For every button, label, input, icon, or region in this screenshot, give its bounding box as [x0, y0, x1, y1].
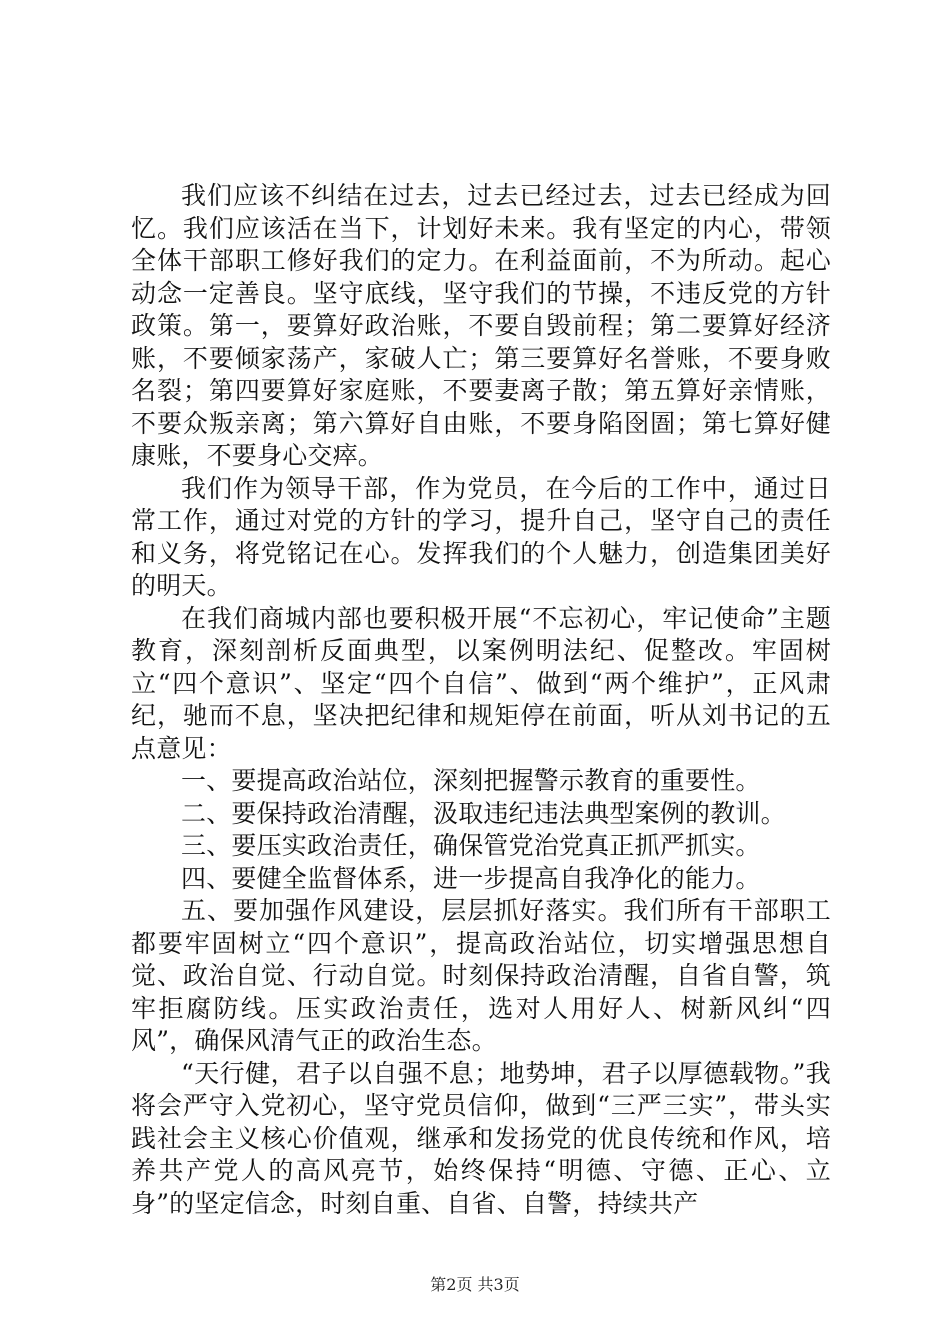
list-item-opinion-2: 二、要保持政治清醒，汲取违纪违法典型案例的教训。 [181, 798, 786, 828]
paragraph-past-and-future: 我们应该不纠结在过去，过去已经过去，过去已经成为回忆。我们应该活在当下，计划好未来。我有坚定的内心，带领全体干部职工修好我们的定力。在利益面前，不为所动。起心动念一定善良。坚守底线，坚守我们的节操，不违反党的方针政策。第一，要算好政治账，不要自毁前程；第二要算好经济账，不要倾家荡产，家破人亡；第三要算好名誉账，不要身败名裂；第四要算好家庭账，不要妻离子散；第五算好亲情账，不要众叛亲离；第六算好自由账，不要身陷囹圄；第七算好健康账，不要身心交瘁。 [131, 181, 831, 470]
list-item-opinion-1: 一、要提高政治站位，深刻把握警示教育的重要性。 [181, 766, 761, 795]
paragraph-leaders-as-party-members: 我们作为领导干部，作为党员，在今后的工作中，通过日常工作，通过对党的方针的学习，提升自己，坚守自己的责任和义务，将党铭记在心。发挥我们的个人魅力，创造集团美好的明天。 [131, 473, 831, 600]
page-number-footer: 第2页 共3页 [430, 1275, 520, 1294]
list-item-opinion-4: 四、要健全监督体系，进一步提高自我净化的能力。 [181, 863, 761, 893]
paragraph-theme-education: 在我们商城内部也要积极开展“不忘初心，牢记使命”主题教育，深刻剖析反面典型，以案例明法纪、促整改。牢固树立“四个意识”、坚定“四个自信”、做到“两个维护”，正风肃纪，驰而不息，坚决把纪律和规矩停在前面，听从刘书记的五点意见： [131, 603, 831, 763]
list-item-opinion-5: 五、要加强作风建设，层层抓好落实。我们所有干部职工都要牢固树立“四个意识”，提高政治站位，切实增强思想自觉、政治自觉、行动自觉。时刻保持政治清醒，自省自警，筑牢拒腐防线。压实政治责任，选对人用好人、树新风纠“四风”，确保风清气正的政治生态。 [131, 896, 831, 1055]
paragraph-quote-and-pledge: “天行健，君子以自强不息；地势坤，君子以厚德载物。”我将会严守入党初心，坚守党员信仰，做到“三严三实”，带头实践社会主义核心价值观，继承和发扬党的优良传统和作风，培养共产党人的高风亮节，始终保持“明德、守德、正心、立身”的坚定信念，时刻自重、自省、自警，持续共产 [131, 1058, 831, 1218]
list-item-opinion-3: 三、要压实政治责任，确保管党治党真正抓严抓实。 [181, 831, 761, 860]
document-body [131, 180, 831, 1220]
